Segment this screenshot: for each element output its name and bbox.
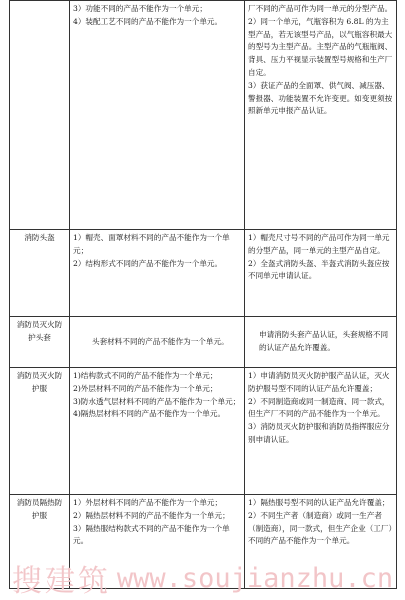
requirement-cell: [70, 1, 245, 230]
note-line: 2）全盔式消防头盔、半盔式消防头盔应按不同单元申请认证。: [248, 258, 390, 281]
watermark-url: www.soujianzhu.cn: [116, 562, 394, 594]
table-row: [10, 368, 397, 495]
note-line: 3）获证产品的全面罩、供气阀、减压器、警报器、功能装置不允许变更。如变更须按照新单元申报产品认证。: [248, 80, 393, 116]
requirement-line: 2）隔热层材料不同的产品不能作为一个单元；: [73, 510, 230, 520]
requirement-line: 1）帽壳、面罩材料不同的产品不能作为一个单元；: [73, 233, 230, 255]
requirement-line: 3)防水透气层材料不同的产品不能作为一个单元；: [73, 396, 241, 406]
category-cell: 消防员隔热防护服: [10, 495, 70, 589]
requirement-line: 1)结构款式不同的产品不能作为一个单元；: [73, 371, 218, 380]
document-table: [9, 0, 397, 589]
table-row: [10, 230, 397, 317]
note-cell: [245, 317, 397, 368]
note-cell: [245, 230, 397, 317]
requirement-line: 3）功能不同的产品不能作为一个单元；: [73, 4, 207, 13]
note-line: 厂不同的产品可作为同一单元的分型产品。: [248, 4, 393, 13]
requirement-line: 1）外层材料不同的产品不能作为一个单元；: [73, 498, 223, 507]
note-cell: [245, 368, 397, 495]
requirement-line: 4)隔热层材料不同的产品不能作为一个单元。: [73, 409, 226, 419]
category-cell: 消防员灭火防护头套: [10, 317, 70, 368]
requirement-cell: [70, 317, 245, 368]
category-cell: 消防头盔: [10, 230, 70, 317]
requirement-line: 4）装配工艺不同的产品不能作为一个单元。: [73, 16, 223, 26]
watermark-brand: 搜建筑: [11, 564, 111, 599]
note-line: 申请消防头套产品认证，头套规格不同的认证产品允许覆盖。: [259, 330, 389, 352]
category-cell: 消防员灭火防护服: [10, 368, 70, 495]
note-line: 2）不同生产者（制造商）或同一生产者（制造商），同一款式，但生产企业（工厂）不同的产品不能作为一个单元。: [248, 510, 393, 546]
watermark: [0, 556, 405, 600]
note-line: 1）申请消防员灭火防护服产品认证，灭火防护服号型不同的认证产品允许覆盖；: [248, 371, 390, 393]
note-line: 1）隔热服号型不同的认证产品允许覆盖；: [248, 498, 390, 507]
note-cell: [245, 1, 397, 230]
requirement-line: 3）隔热服结构款式不同的产品不能作为一个单元。: [73, 523, 230, 546]
table-row: [10, 1, 397, 230]
category-cell: [10, 1, 70, 230]
note-line: 3）消防员灭火防护服和消防员指挥服应分别申请认证。: [248, 422, 390, 444]
requirement-line: 头套材料不同的产品不能作为一个单元。: [92, 336, 229, 346]
note-line: 1）帽壳尺寸号不同的产品可作为同一单元的分型产品，同一单元的主型产品自定。: [248, 233, 390, 255]
requirement-line: 2）结构形式不同的产品不能作为一个单元。: [73, 258, 223, 268]
requirement-cell: [70, 230, 245, 317]
note-line: 2）同一个单元，气瓶容积为 6.8L 的为主型产品，若无该型号产品，以气瓶容积最大的型号为主型产品。主型产品的气瓶瓶阀、背具、压力平视显示装置型号规格和生产厂自定。: [248, 16, 393, 77]
note-line: 2）不同制造商或同一制造商、同一款式，但生产厂不同的产品不能作为一个单元。: [248, 396, 390, 419]
requirement-cell: [70, 368, 245, 495]
table-row: [10, 317, 397, 368]
requirement-line: 2)外层材料不同的产品不能作为一个单元；: [73, 383, 218, 393]
